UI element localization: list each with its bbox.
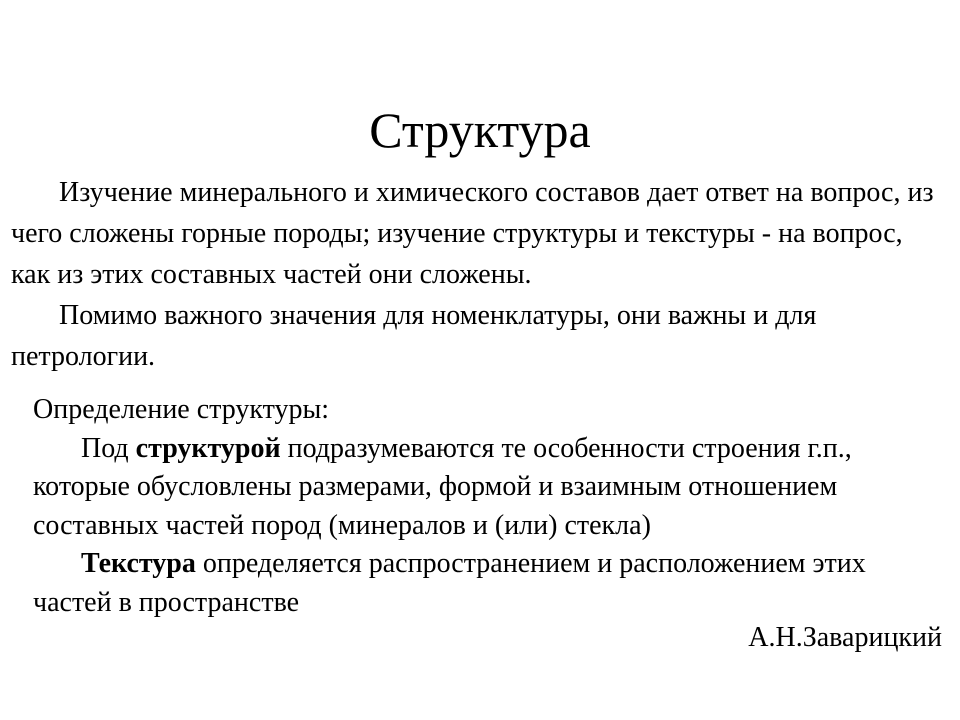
slide-title: Структура <box>369 102 591 158</box>
definition-block <box>33 391 933 622</box>
author-attribution: А.Н.Заварицкий <box>748 622 942 653</box>
structure-rest: подразумеваются те особенности строения г.п., которые обусловлены размерами, формой и взаимным отношением составных частей пород (минералов и (или) стекла) <box>33 432 852 541</box>
intro-text <box>11 172 941 377</box>
intro-paragraph-2: Помимо важного значения для номенклатуры, они важны и для петрологии. <box>11 300 817 372</box>
texture-definition <box>33 545 933 622</box>
texture-term: Текстура <box>81 548 196 579</box>
structure-term: структурой <box>135 432 281 464</box>
definition-heading: Определение структуры: <box>33 394 330 425</box>
intro-paragraph-1: Изучение минерального и химического составов дает ответ на вопрос, из чего сложены горные породы; изучение структуры и текстуры - на вопрос, как из этих составных частей они сложены. <box>11 177 934 290</box>
structure-prefix: Под <box>81 432 136 464</box>
structure-definition <box>33 430 933 546</box>
texture-rest: определяется распространением и расположением этих частей в пространстве <box>33 548 866 618</box>
